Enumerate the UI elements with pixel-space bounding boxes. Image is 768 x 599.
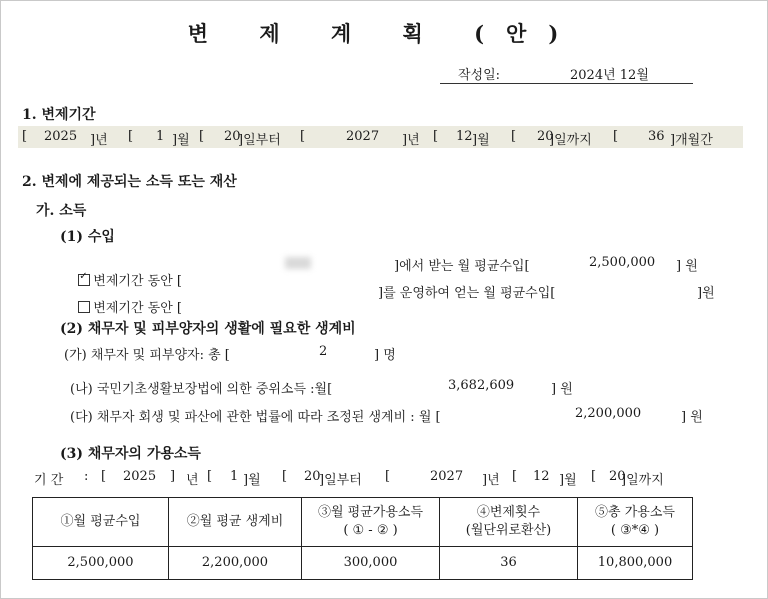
adjusted-cost-amount: 2,200,000 — [575, 406, 642, 421]
income-line2-c: ]원 — [697, 286, 715, 301]
available-income-heading: (3) 채무자의 가용소득 — [60, 446, 201, 462]
value-total-available: 10,800,000 — [578, 547, 693, 580]
row-token: ]년 — [482, 473, 500, 488]
row-token: ]년 — [402, 133, 420, 148]
row-token: [ — [591, 469, 597, 484]
income-line1-c: ] 원 — [676, 259, 698, 274]
row-token: 12 — [456, 129, 473, 144]
table-header-row — [33, 498, 693, 547]
date-value: 2024년 12월 — [570, 68, 649, 83]
row-token: ]월 — [172, 133, 190, 148]
income-subheading: 가. 소득 — [36, 203, 87, 219]
row-token: ]월 — [559, 473, 577, 488]
row-token: [ — [300, 129, 306, 144]
row-token: ]월 — [472, 133, 490, 148]
row-token: [ — [207, 469, 213, 484]
row-token: [ — [433, 129, 439, 144]
date-label: 작성일: — [458, 68, 501, 83]
row-token: : — [84, 469, 89, 484]
row-token: [ — [199, 129, 205, 144]
row-token: 20 — [609, 469, 626, 484]
period-bar — [18, 126, 743, 148]
row-token: ]개월간 — [670, 133, 713, 148]
median-income-line-b: ] 원 — [551, 382, 573, 397]
value-available-income: 300,000 — [302, 547, 440, 580]
row-token: 12 — [533, 469, 550, 484]
adjusted-cost-line-a: (다) 채무자 회생 및 파산에 관한 법률에 따라 조정된 생계비 : 월 [ — [70, 410, 441, 425]
redacted-employer — [285, 257, 311, 269]
income-line-business — [70, 282, 182, 316]
row-token: [ — [385, 469, 391, 484]
row-token: 2025 — [123, 469, 157, 484]
value-monthly-income: 2,500,000 — [33, 547, 169, 580]
row-token: 20 — [304, 469, 321, 484]
page-title: 변 제 계 획 (안) — [187, 21, 581, 46]
row-token: ]일까지 — [621, 473, 664, 488]
income-heading: (1) 수입 — [60, 229, 115, 245]
row-token: 2025 — [44, 129, 78, 144]
dependents-count: 2 — [319, 344, 328, 359]
row-token: [ — [511, 129, 517, 144]
row-token: [ — [22, 129, 28, 144]
row-token: [ — [282, 469, 288, 484]
row-token: ]월 — [243, 473, 261, 488]
header-cell-available-income: ③월 평균가용소득 ( ① - ② ) — [302, 498, 440, 547]
income-line1-a: 변제기간 동안 [ — [93, 274, 182, 289]
median-income-line-a: (나) 국민기초생활보장법에 의한 중위소득 :월[ — [70, 382, 333, 397]
row-token: [ — [101, 469, 107, 484]
business-checkbox-unchecked-icon[interactable] — [78, 301, 90, 313]
header-cell-total-available: ⑤총 가용소득 ( ③*④ ) — [578, 498, 693, 547]
date-line — [440, 62, 693, 84]
row-token: [ — [613, 129, 619, 144]
row-token: ]일부터 — [238, 133, 281, 148]
dependents-line-b: ] 명 — [374, 348, 396, 363]
row-token: [ — [128, 129, 134, 144]
value-repayment-count: 36 — [440, 547, 578, 580]
dependents-line-a: (가) 채무자 및 피부양자: 총 [ — [64, 348, 230, 363]
income-line2-b: ]를 운영하여 얻는 월 평균수입[ — [378, 286, 556, 301]
adjusted-cost-line-b: ] 원 — [681, 410, 703, 425]
row-token: 기 간 — [34, 473, 64, 488]
income-line1-b: ]에서 받는 월 평균수입[ — [394, 259, 530, 274]
table-row — [33, 547, 693, 580]
section2-heading: 2. 변제에 제공되는 소득 또는 재산 — [22, 174, 237, 190]
row-token: 36 — [648, 129, 665, 144]
row-token: 20 — [537, 129, 554, 144]
section1-heading: 1. 변제기간 — [22, 107, 96, 123]
row-token: 1 — [156, 129, 165, 144]
income-line1-amount: 2,500,000 — [589, 255, 656, 270]
row-token: 20 — [224, 129, 241, 144]
header-cell-repayment-count: ④변제횟수 (월단위로환산) — [440, 498, 578, 547]
living-cost-heading: (2) 채무자 및 피부양자의 생활에 필요한 생계비 — [60, 321, 356, 337]
row-token: 년 — [186, 473, 199, 488]
header-cell-living-cost: ②월 평균 생계비 — [169, 498, 302, 547]
row-token: 1 — [230, 469, 239, 484]
row-token: ]일부터 — [319, 473, 362, 488]
row-token: 2027 — [430, 469, 464, 484]
row-token: ]년 — [90, 133, 108, 148]
median-income-amount: 3,682,609 — [448, 378, 515, 393]
income-line2-a: 변제기간 동안 [ — [93, 301, 182, 316]
row-token: ]일까지 — [549, 133, 592, 148]
income-calc-table — [32, 497, 693, 580]
header-cell-monthly-income: ①월 평균수입 — [33, 498, 169, 547]
value-living-cost: 2,200,000 — [169, 547, 302, 580]
row-token: ] — [170, 469, 176, 484]
row-token: [ — [512, 469, 518, 484]
row-token: 2027 — [346, 129, 380, 144]
